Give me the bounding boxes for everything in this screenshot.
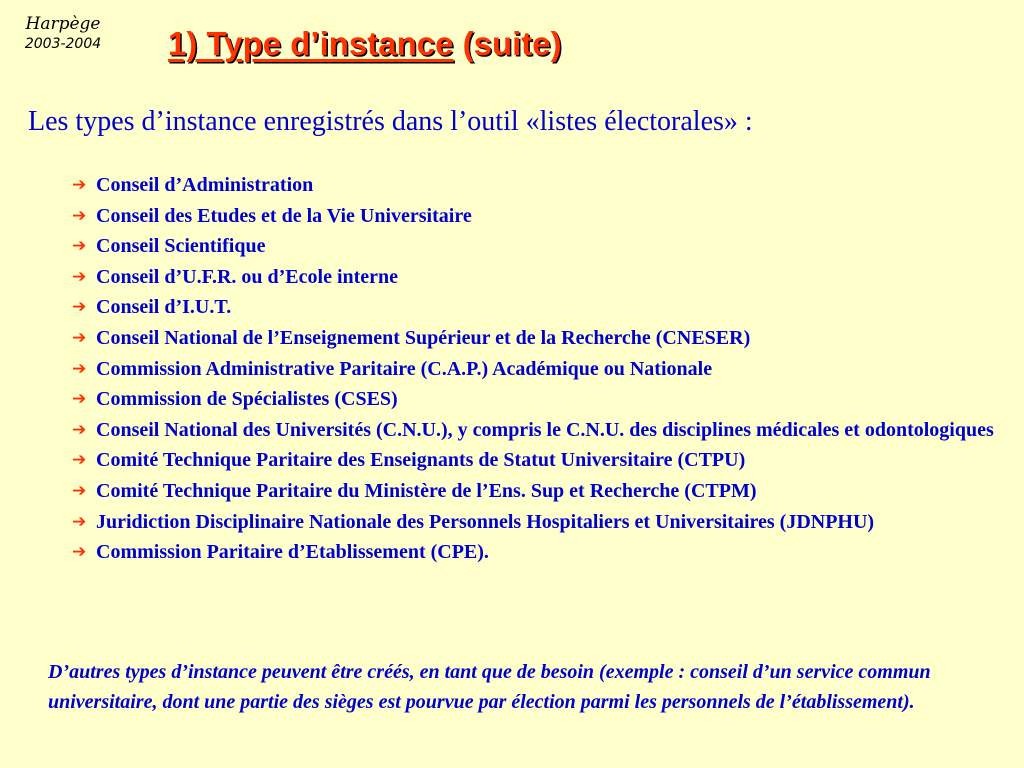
logo-years: 2003-2004 bbox=[24, 36, 102, 52]
list-item bbox=[70, 537, 1000, 568]
arrow-bullet-icon: ➔ bbox=[72, 236, 87, 257]
list-item bbox=[70, 507, 1000, 538]
slide-title bbox=[168, 22, 562, 66]
list-item-text: Juridiction Disciplinaire Nationale des Personnels Hospitaliers et Universitaires (JDNPHU) bbox=[96, 510, 875, 533]
list-item bbox=[70, 384, 1000, 415]
arrow-bullet-icon: ➔ bbox=[72, 480, 87, 501]
arrow-bullet-icon: ➔ bbox=[72, 419, 87, 440]
list-item-text: Comité Technique Paritaire du Ministère de l’Ens. Sup et Recherche (CTPM) bbox=[96, 479, 757, 502]
slide-title-suffix: (suite) bbox=[453, 25, 562, 62]
list-item-text: Comité Technique Paritaire des Enseignants de Statut Universitaire (CTPU) bbox=[96, 449, 746, 472]
slide-title-main: 1) Type d’instance bbox=[168, 25, 454, 62]
list-item-text: Conseil National de l’Enseignement Supérieur et de la Recherche (CNESER) bbox=[96, 326, 751, 349]
list-item-text: Conseil d’Administration bbox=[96, 174, 314, 196]
arrow-bullet-icon: ➔ bbox=[72, 358, 87, 379]
list-item-text: Conseil Scientifique bbox=[96, 235, 266, 258]
list-item-text: Commission Paritaire d’Etablissement (CPE). bbox=[96, 541, 489, 564]
list-item-text: Conseil d’I.U.T. bbox=[96, 296, 232, 319]
arrow-bullet-icon: ➔ bbox=[72, 542, 87, 563]
arrow-bullet-icon: ➔ bbox=[72, 450, 87, 471]
list-item bbox=[70, 262, 1000, 293]
list-item-text: Conseil National des Universités (C.N.U.), y compris le C.N.U. des disciplines médicales et odontologiques bbox=[96, 418, 994, 441]
list-item bbox=[70, 354, 1000, 385]
list-item bbox=[70, 476, 1000, 507]
intro-heading: Les types d’instance enregistrés dans l’outil «listes électorales» : bbox=[28, 106, 753, 137]
list-item-text: Conseil des Etudes et de la Vie Universitaire bbox=[96, 204, 472, 227]
arrow-bullet-icon: ➔ bbox=[72, 511, 87, 532]
arrow-bullet-icon: ➔ bbox=[72, 327, 87, 348]
list-item bbox=[70, 231, 1000, 262]
list-item bbox=[70, 323, 1000, 354]
arrow-bullet-icon: ➔ bbox=[72, 266, 87, 287]
list-item bbox=[70, 415, 1000, 446]
list-item-text: Commission Administrative Paritaire (C.A.P.) Académique ou Nationale bbox=[96, 357, 713, 380]
arrow-bullet-icon: ➔ bbox=[72, 205, 87, 226]
list-item-text: Conseil d’U.F.R. ou d’Ecole interne bbox=[96, 265, 399, 288]
footer-note: D’autres types d’instance peuvent être créés, en tant que de besoin (exemple : conseil d’un service commun universitaire, dont une partie des sièges est pourvue par élection parmi les personnels de l’établissement). bbox=[48, 661, 931, 713]
list-item-text: Commission de Spécialistes (CSES) bbox=[96, 388, 398, 411]
list-item bbox=[70, 201, 1000, 232]
harpege-logo bbox=[8, 14, 118, 54]
arrow-bullet-icon: ➔ bbox=[72, 175, 87, 195]
arrow-bullet-icon: ➔ bbox=[72, 297, 87, 318]
list-item bbox=[70, 292, 1000, 323]
list-item bbox=[70, 170, 1000, 201]
instance-type-list bbox=[70, 170, 1000, 568]
logo-name: Harpège bbox=[25, 14, 101, 34]
list-item bbox=[70, 445, 1000, 476]
arrow-bullet-icon: ➔ bbox=[72, 389, 87, 410]
